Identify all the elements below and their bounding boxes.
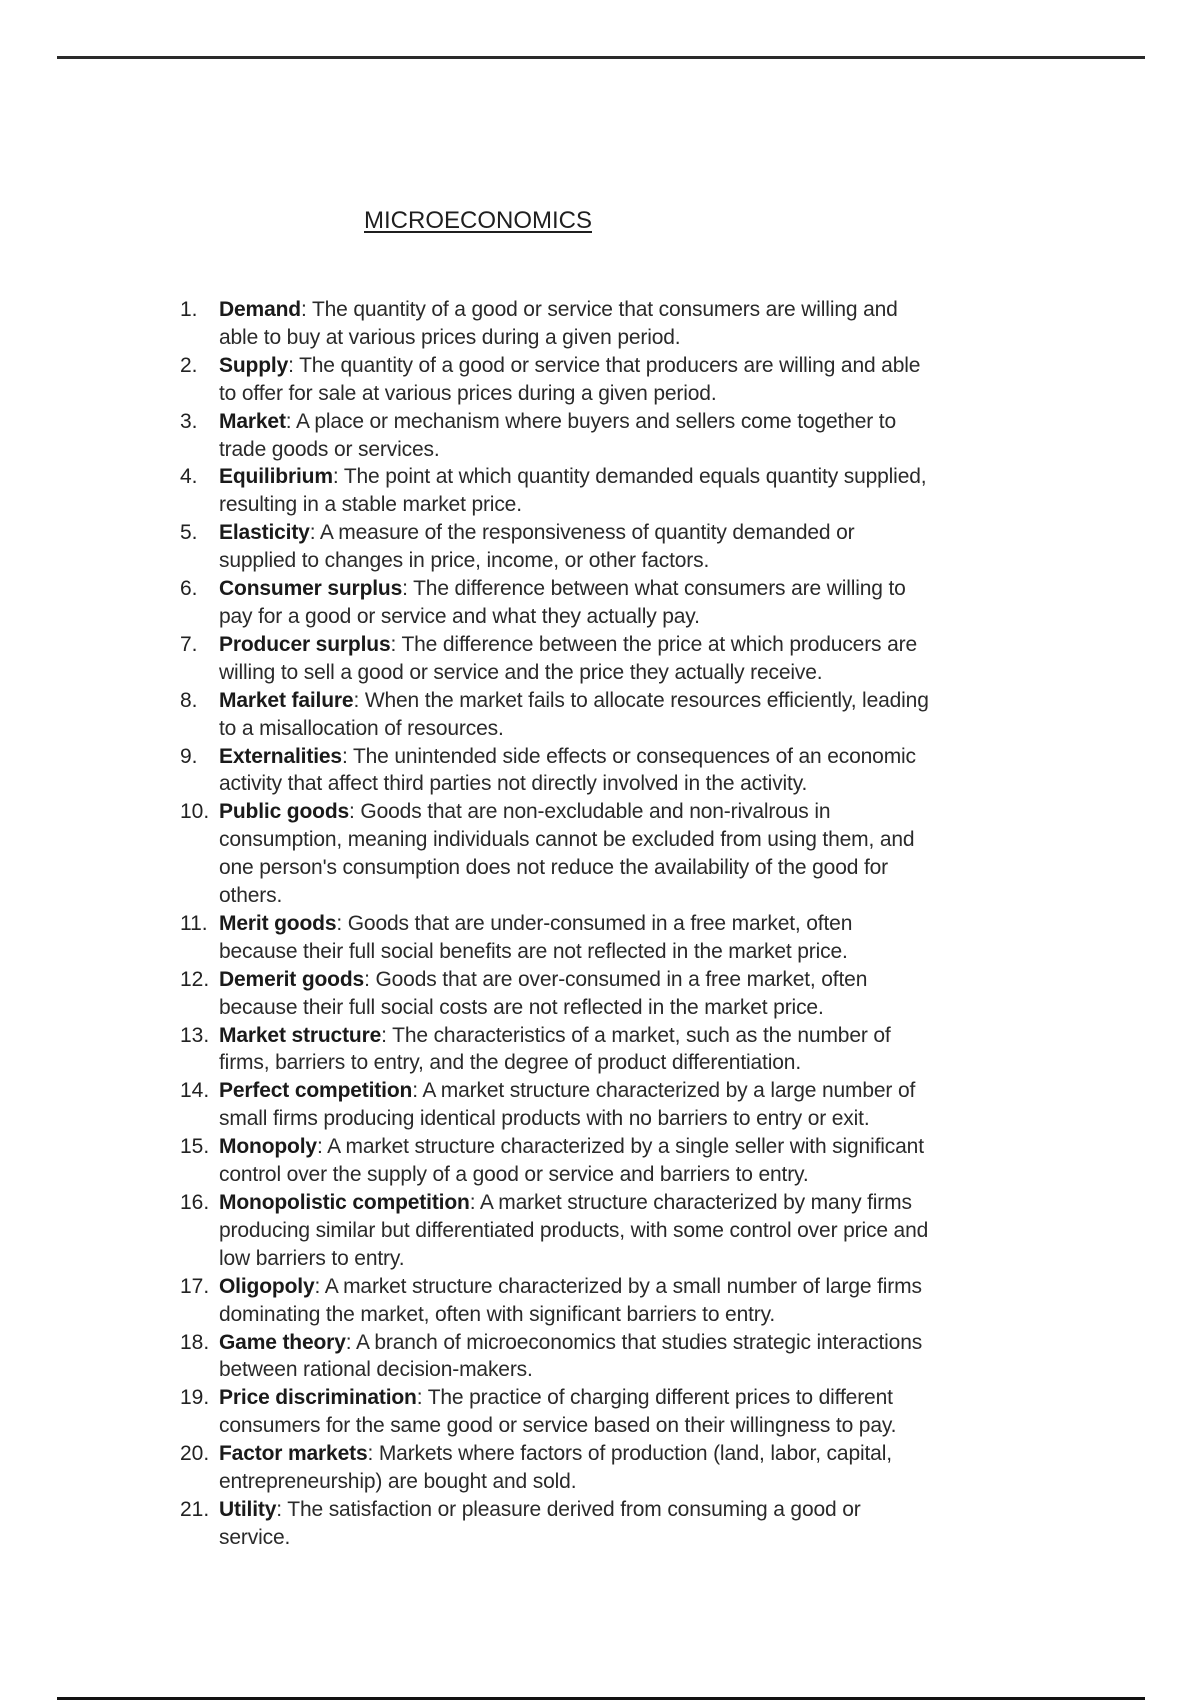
document-title: MICROECONOMICS xyxy=(364,207,592,234)
item-definition xyxy=(219,1022,1059,1078)
item-number: 15. xyxy=(180,1135,210,1159)
definition-text: : A market structure characterized by a large number of xyxy=(412,1079,916,1103)
definition-text: : The point at which quantity demanded equals quantity supplied, xyxy=(332,465,927,489)
list-item xyxy=(0,687,1200,743)
list-item xyxy=(0,1133,1200,1189)
definition-line xyxy=(219,659,1059,687)
item-term: Monopoly xyxy=(219,1135,317,1159)
item-number: 13. xyxy=(180,1023,210,1047)
item-definition xyxy=(219,463,1059,519)
item-number: 9. xyxy=(180,744,198,768)
definition-text: dominating the market, often with significant barriers to entry. xyxy=(219,1302,776,1326)
definition-line xyxy=(219,1273,1059,1301)
item-definition xyxy=(219,910,1059,966)
item-number: 10. xyxy=(180,800,210,824)
definition-line xyxy=(219,1022,1059,1050)
definition-text: willing to sell a good or service and the price they actually receive. xyxy=(219,660,823,684)
item-definition xyxy=(219,408,1059,464)
definition-text: : The characteristics of a market, such as the number of xyxy=(381,1023,891,1047)
definition-text: to offer for sale at various prices during a given period. xyxy=(219,381,717,405)
definition-line xyxy=(219,1217,1059,1245)
item-definition xyxy=(219,631,1059,687)
definition-line xyxy=(219,1133,1059,1161)
definition-line xyxy=(219,910,1059,938)
definition-text: : The practice of charging different prices to different xyxy=(416,1386,893,1410)
list-item xyxy=(0,1022,1200,1078)
item-number: 5. xyxy=(180,521,198,545)
definition-text: entrepreneurship) are bought and sold. xyxy=(219,1470,577,1494)
definition-line xyxy=(219,352,1059,380)
definition-line xyxy=(219,1245,1059,1273)
item-number: 2. xyxy=(180,353,198,377)
list-item xyxy=(0,910,1200,966)
item-definition xyxy=(219,1077,1059,1133)
definition-text: trade goods or services. xyxy=(219,437,440,461)
definition-line xyxy=(219,547,1059,575)
definition-line xyxy=(219,715,1059,743)
list-item xyxy=(0,1273,1200,1329)
definition-line xyxy=(219,380,1059,408)
definition-text: able to buy at various prices during a given period. xyxy=(219,325,681,349)
definition-text: producing similar but differentiated products, with some control over price and xyxy=(219,1218,929,1242)
definition-line xyxy=(219,1077,1059,1105)
definition-line xyxy=(219,1105,1059,1133)
definition-text: : Goods that are over-consumed in a free market, often xyxy=(364,967,868,991)
item-term: Producer surplus xyxy=(219,632,391,656)
item-definition xyxy=(219,352,1059,408)
item-definition xyxy=(219,1496,1059,1552)
item-number: 19. xyxy=(180,1386,210,1410)
definition-line xyxy=(219,491,1059,519)
item-definition xyxy=(219,1384,1059,1440)
item-definition xyxy=(219,1440,1059,1496)
item-definition xyxy=(219,1189,1059,1273)
definition-text: : A market structure characterized by a small number of large firms xyxy=(314,1274,922,1298)
item-number: 6. xyxy=(180,577,198,601)
list-item xyxy=(0,519,1200,575)
definition-line xyxy=(219,770,1059,798)
item-number: 7. xyxy=(180,632,198,656)
definition-text: consumers for the same good or service based on their willingness to pay. xyxy=(219,1414,897,1438)
definition-line xyxy=(219,463,1059,491)
item-term: Merit goods xyxy=(219,911,337,935)
item-term: Consumer surplus xyxy=(219,577,403,601)
item-term: Market xyxy=(219,409,286,433)
definition-line xyxy=(219,631,1059,659)
definition-text: small firms producing identical products with no barriers to entry or exit. xyxy=(219,1107,870,1131)
definition-line xyxy=(219,1301,1059,1329)
definition-line xyxy=(219,1496,1059,1524)
definition-line xyxy=(219,1412,1059,1440)
item-term: Externalities xyxy=(219,744,342,768)
item-number: 14. xyxy=(180,1079,210,1103)
item-number: 3. xyxy=(180,409,198,433)
item-term: Price discrimination xyxy=(219,1386,417,1410)
item-definition xyxy=(219,519,1059,575)
definition-text: supplied to changes in price, income, or other factors. xyxy=(219,549,710,573)
item-term: Utility xyxy=(219,1497,277,1521)
definition-line xyxy=(219,603,1059,631)
list-item xyxy=(0,966,1200,1022)
definition-line xyxy=(219,1356,1059,1384)
list-item xyxy=(0,352,1200,408)
definition-text: : A measure of the responsiveness of quantity demanded or xyxy=(309,521,855,545)
definition-line xyxy=(219,798,1059,826)
list-item xyxy=(0,631,1200,687)
definition-text: : The difference between the price at which producers are xyxy=(390,632,917,656)
definition-line xyxy=(219,408,1059,436)
list-item xyxy=(0,1077,1200,1133)
item-term: Equilibrium xyxy=(219,465,333,489)
definition-line xyxy=(219,296,1059,324)
item-term: Elasticity xyxy=(219,521,310,545)
list-item xyxy=(0,1440,1200,1496)
definition-text: because their full social benefits are not reflected in the market price. xyxy=(219,939,848,963)
item-term: Factor markets xyxy=(219,1442,368,1466)
item-number: 18. xyxy=(180,1330,210,1354)
item-term: Supply xyxy=(219,353,289,377)
definition-line xyxy=(219,938,1059,966)
definition-line xyxy=(219,1468,1059,1496)
definition-line xyxy=(219,994,1059,1022)
item-number: 1. xyxy=(180,298,198,321)
list-item xyxy=(0,296,1200,352)
list-item xyxy=(0,1189,1200,1273)
item-term: Public goods xyxy=(219,800,350,824)
definition-line xyxy=(219,1161,1059,1189)
definition-line xyxy=(219,882,1059,910)
item-term: Demand xyxy=(219,298,301,321)
definition-text: control over the supply of a good or service and barriers to entry. xyxy=(219,1163,809,1187)
list-item xyxy=(0,575,1200,631)
definition-text: : The quantity of a good or service that producers are willing and able xyxy=(288,353,921,377)
definition-text: : A market structure characterized by a single seller with significant xyxy=(316,1135,924,1159)
definition-text: : The unintended side effects or consequences of an economic xyxy=(341,744,916,768)
definition-line xyxy=(219,324,1059,352)
definition-line xyxy=(219,1329,1059,1357)
definition-line xyxy=(219,743,1059,771)
definition-line xyxy=(219,575,1059,603)
definition-text: : Goods that are under-consumed in a free market, often xyxy=(336,911,853,935)
list-item xyxy=(0,743,1200,799)
definition-text: : The quantity of a good or service that consumers are willing and xyxy=(300,298,898,321)
definition-text: : Goods that are non-excludable and non-rivalrous in xyxy=(349,800,831,824)
definition-text: : The satisfaction or pleasure derived from consuming a good or xyxy=(276,1497,861,1521)
item-number: 11. xyxy=(180,911,208,935)
item-definition xyxy=(219,687,1059,743)
definition-line xyxy=(219,1384,1059,1412)
definition-text: to a misallocation of resources. xyxy=(219,716,504,740)
header-rule xyxy=(57,56,1145,59)
definition-line xyxy=(219,1524,1059,1552)
item-term: Monopolistic competition xyxy=(219,1191,470,1214)
definition-text: firms, barriers to entry, and the degree of product differentiation. xyxy=(219,1051,802,1075)
definition-text: : A market structure characterized by many firms xyxy=(469,1191,912,1214)
item-definition xyxy=(219,1329,1059,1385)
item-number: 20. xyxy=(180,1442,210,1466)
list-item xyxy=(0,1384,1200,1440)
definition-text: because their full social costs are not reflected in the market price. xyxy=(219,995,824,1019)
list-item xyxy=(0,1329,1200,1385)
definition-list xyxy=(0,296,1200,1552)
item-definition xyxy=(219,743,1059,799)
item-definition xyxy=(219,296,1059,352)
item-term: Demerit goods xyxy=(219,967,365,991)
item-term: Game theory xyxy=(219,1330,346,1354)
definition-line xyxy=(219,519,1059,547)
item-number: 16. xyxy=(180,1191,210,1214)
definition-text: low barriers to entry. xyxy=(219,1246,405,1270)
item-term: Market failure xyxy=(219,688,354,712)
definition-text: consumption, meaning individuals cannot be excluded from using them, and xyxy=(219,828,915,852)
definition-line xyxy=(219,436,1059,464)
definition-line xyxy=(219,826,1059,854)
item-term: Perfect competition xyxy=(219,1079,413,1103)
list-item xyxy=(0,1496,1200,1552)
item-number: 17. xyxy=(180,1274,210,1298)
definition-text: service. xyxy=(219,1525,291,1549)
item-definition xyxy=(219,798,1059,910)
item-number: 12. xyxy=(180,967,210,991)
definition-text: activity that affect third parties not directly involved in the activity. xyxy=(219,772,808,796)
definition-line xyxy=(219,966,1059,994)
list-item xyxy=(0,463,1200,519)
definition-text: : A branch of microeconomics that studies strategic interactions xyxy=(345,1330,923,1354)
definition-text: one person's consumption does not reduce the availability of the good for xyxy=(219,856,888,880)
item-number: 8. xyxy=(180,688,198,712)
definition-text: between rational decision-makers. xyxy=(219,1358,533,1382)
item-definition xyxy=(219,966,1059,1022)
definition-line xyxy=(219,1049,1059,1077)
item-definition xyxy=(219,1133,1059,1189)
definition-text: pay for a good or service and what they actually pay. xyxy=(219,604,700,628)
item-definition xyxy=(219,1273,1059,1329)
item-term: Market structure xyxy=(219,1023,382,1047)
definition-text: : A place or mechanism where buyers and sellers come together to xyxy=(285,409,897,433)
definition-text: others. xyxy=(219,884,283,908)
definition-line xyxy=(219,1440,1059,1468)
item-definition xyxy=(219,575,1059,631)
list-item xyxy=(0,798,1200,910)
item-number: 4. xyxy=(180,465,198,489)
definition-line xyxy=(219,687,1059,715)
list-item xyxy=(0,408,1200,464)
definition-line xyxy=(219,1189,1059,1217)
definition-text: : Markets where factors of production (land, labor, capital, xyxy=(367,1442,892,1466)
definition-text: : The difference between what consumers are willing to xyxy=(402,577,906,601)
item-term: Oligopoly xyxy=(219,1274,315,1298)
definition-text: : When the market fails to allocate resources efficiently, leading xyxy=(353,688,929,712)
definition-line xyxy=(219,854,1059,882)
definition-text: resulting in a stable market price. xyxy=(219,493,522,517)
item-number: 21. xyxy=(180,1497,210,1521)
